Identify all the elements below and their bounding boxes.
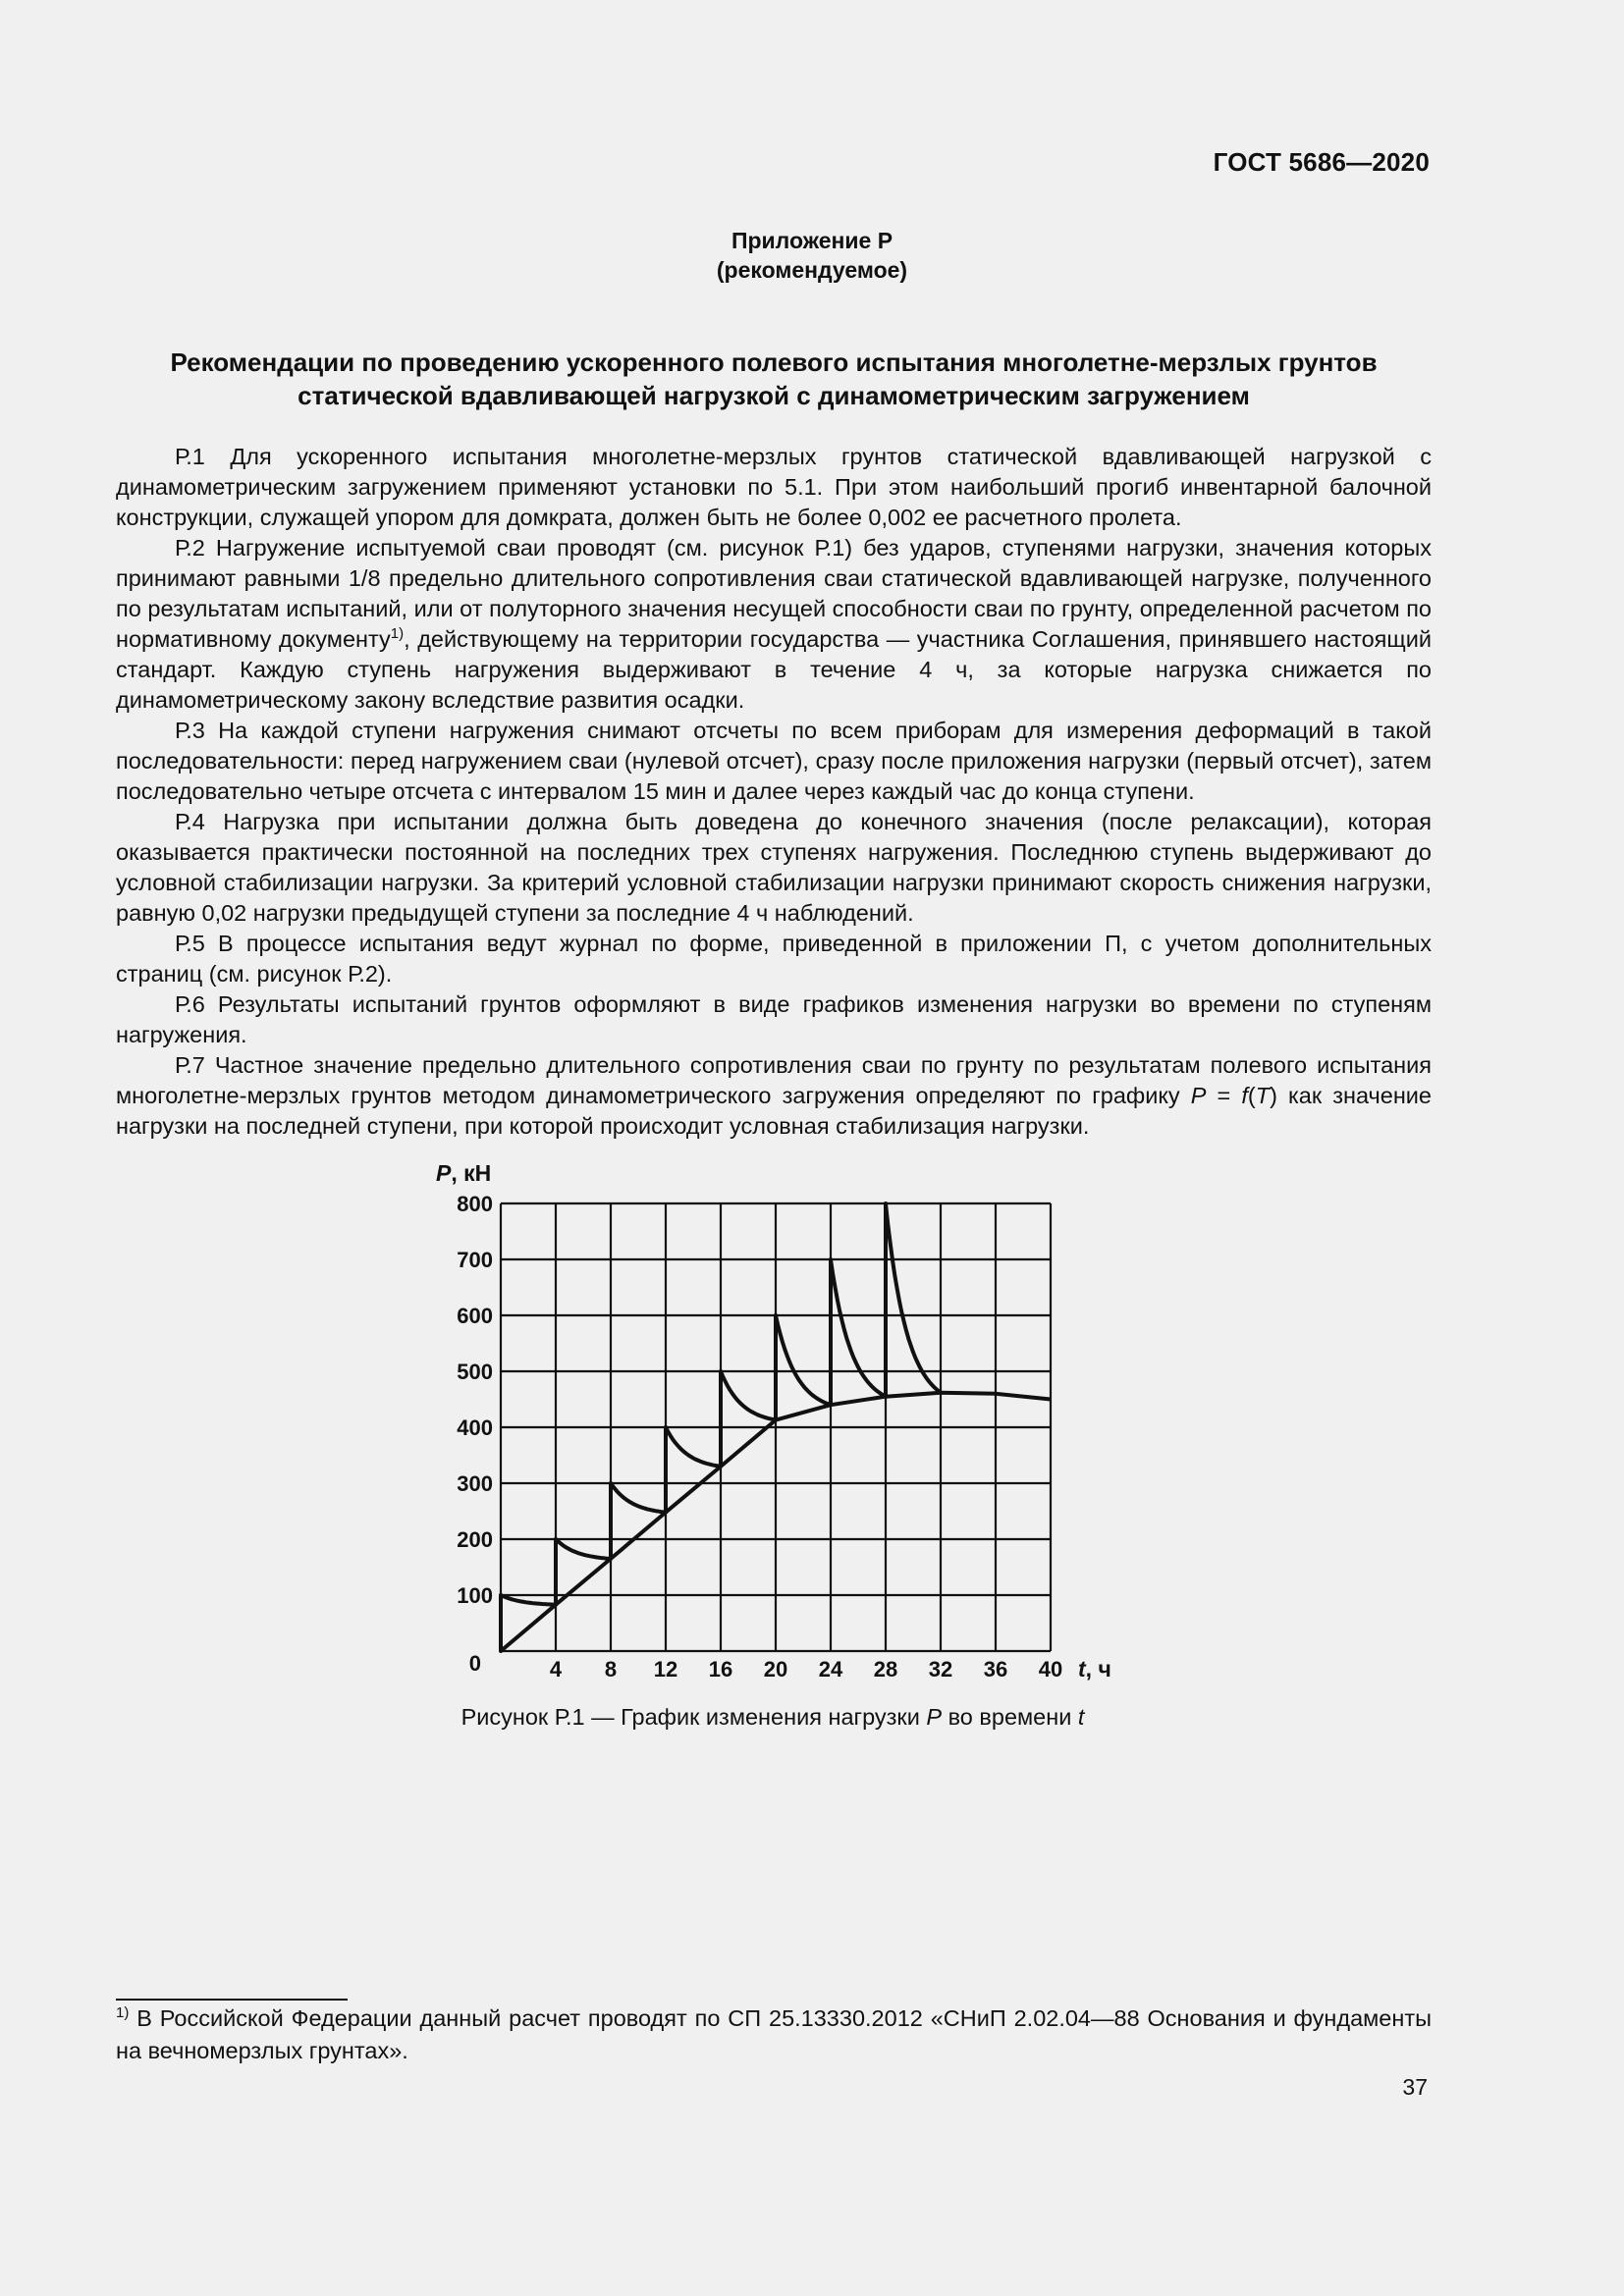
- x-tick-label: 20: [763, 1657, 788, 1682]
- formula-equals: =: [1206, 1083, 1242, 1108]
- step-relaxation-curve: [776, 1315, 831, 1405]
- paragraph-p7-part-2: как значение нагрузки на последней ступени, при которой происходит условная стабилизация нагрузки.: [116, 1083, 1432, 1139]
- appendix-heading: [0, 226, 1624, 285]
- paragraph-p5: Р.5 В процессе испытания ведут журнал по форме, приведенной в приложении П, с учетом дополнительных страниц (см. рисунок Р.2).: [116, 931, 1432, 987]
- section-title: [116, 346, 1432, 412]
- figure-caption: [0, 1704, 1545, 1731]
- paragraph-p3: Р.3 На каждой ступени нагружения снимают отсчеты по всем приборам для измерения деформаций в такой последовательности: перед нагружением сваи (нулевой отсчет), сразу после приложения нагрузки (первый отсчет), затем последовательно четыре отсчета с интервалом 15 мин и далее через каждый час до конца ступени.: [116, 718, 1432, 804]
- section-title-line-2: статической вдавливающей нагрузкой с динамометрическим загружением: [298, 381, 1250, 410]
- x-tick-label: 24: [818, 1657, 843, 1682]
- step-relaxation-curve: [831, 1259, 886, 1397]
- formula-var-p: P: [1190, 1083, 1207, 1108]
- x-tick-label: 36: [983, 1657, 1008, 1682]
- formula-open-paren: (: [1247, 1083, 1256, 1108]
- formula-function-f: f: [1241, 1083, 1248, 1108]
- footnote-marker: 1): [116, 2004, 130, 2021]
- page-number: 37: [1402, 2074, 1428, 2100]
- y-tick-label: 400: [457, 1415, 493, 1440]
- paragraph-p1: Р.1 Для ускоренного испытания многолетне-мерзлых грунтов статической вдавливающей нагрузкой с динамометрическим загружением применяют установки по 5.1. При этом наибольший прогиб инвентарной балочной конструкции, служащей упором для домкрата, должен быть не более 0,002 ее расчетного пролета.: [116, 444, 1432, 530]
- footnote-separator: [116, 1999, 348, 2001]
- y-tick-label: 100: [457, 1583, 493, 1608]
- appendix-title: Приложение Р: [731, 228, 893, 253]
- x-tick-label: 4: [549, 1657, 563, 1682]
- x-tick-label: 12: [653, 1657, 678, 1682]
- step-relaxation-curve: [501, 1595, 556, 1605]
- paragraph-p2: [116, 533, 1432, 716]
- y-axis-label-unit: , кН: [451, 1160, 492, 1186]
- x-tick-label: 32: [928, 1657, 953, 1682]
- x-tick-label: 8: [604, 1657, 618, 1682]
- y-axis-label-var: P: [436, 1160, 452, 1186]
- footnote-reference[interactable]: 1): [390, 625, 405, 642]
- y-axis-label: [436, 1160, 491, 1186]
- step-relaxation-curve: [666, 1427, 721, 1467]
- x-tick-label: 16: [708, 1657, 733, 1682]
- caption-prefix: Рисунок Р.1 — График изменения нагрузки: [460, 1704, 927, 1730]
- load-time-chart: [412, 1147, 1139, 1696]
- step-relaxation-curve: [886, 1203, 941, 1393]
- step-relaxation-curve: [556, 1539, 611, 1559]
- appendix-status: (рекомендуемое): [716, 257, 908, 283]
- formula-close-paren: ): [1270, 1083, 1277, 1108]
- x-tick-label: 28: [873, 1657, 898, 1682]
- y-tick-labels: [457, 1192, 493, 1608]
- paragraph-p2-part-2: , действующему на территории государства — участника Соглашения, принявшего настоящий стандарт. Каждую ступень нагружения выдерживают в течение 4 ч, за которые нагрузка снижается по динамометрическому закону вследствие развития осадки.: [116, 626, 1432, 713]
- document-code: ГОСТ 5686—2020: [1213, 147, 1430, 177]
- y-tick-label: 800: [457, 1192, 493, 1216]
- body-text: [116, 442, 1432, 1142]
- footnote: [116, 2002, 1432, 2067]
- y-tick-label: 500: [457, 1360, 493, 1384]
- x-tick-labels: [550, 1657, 1062, 1682]
- y-tick-label: 700: [457, 1248, 493, 1272]
- paragraph-p7: [116, 1050, 1432, 1142]
- x-tick-label: 40: [1038, 1657, 1063, 1682]
- y-tick-label: 200: [457, 1527, 493, 1552]
- section-title-line-1: Рекомендации по проведению ускоренного полевого испытания многолетне-мерзлых грунтов: [170, 347, 1378, 377]
- x-axis-label: [1078, 1656, 1111, 1682]
- caption-var-t: t: [1077, 1704, 1085, 1730]
- formula-var-t: T: [1255, 1083, 1271, 1108]
- paragraph-p6: Р.6 Результаты испытаний грунтов оформляют в виде графиков изменения нагрузки во времени по ступеням нагружения.: [116, 991, 1432, 1047]
- x-axis-label-var: t: [1078, 1656, 1086, 1682]
- paragraph-p7-part-1: Р.7 Частное значение предельно длительного сопротивления сваи по грунту по результатам полевого испытания многолетне-мерзлых грунтов методом динамометрического загружения определяют по графику: [116, 1052, 1432, 1108]
- step-relaxation-curve: [721, 1371, 776, 1420]
- y-tick-label: 300: [457, 1471, 493, 1496]
- caption-middle: во времени: [942, 1704, 1078, 1730]
- caption-var-p: P: [926, 1704, 943, 1730]
- footnote-text: В Российской Федерации данный расчет проводят по СП 25.13330.2012 «СНиП 2.02.04—88 Основания и фундаменты на вечномерзлых грунтах».: [116, 2005, 1432, 2063]
- x-axis-label-unit: , ч: [1085, 1656, 1111, 1682]
- paragraph-p4: Р.4 Нагрузка при испытании должна быть доведена до конечного значения (после релаксации), которая оказывается практически постоянной на последних трех ступенях нагружения. Последнюю ступень выдерживают до условной стабилизации нагрузки. За критерий условной стабилизации нагрузки принимают скорость снижения нагрузки, равную 0,02 нагрузки предыдущей ступени за последние 4 ч наблюдений.: [116, 809, 1432, 926]
- origin-tick-label: 0: [468, 1651, 481, 1676]
- step-relaxation-curve: [611, 1483, 666, 1513]
- y-tick-label: 600: [457, 1304, 493, 1328]
- paragraph-p2-part-1: Р.2 Нагружение испытуемой сваи проводят (см. рисунок Р.1) без ударов, ступенями нагрузки, значения которых принимают равными 1/8 предельно длительного сопротивления сваи статической вдавливающей нагрузке, полученного по результатам испытаний, или от полуторного значения несущей способности сваи по грунту, определенной расчетом по нормативному документу: [116, 535, 1432, 652]
